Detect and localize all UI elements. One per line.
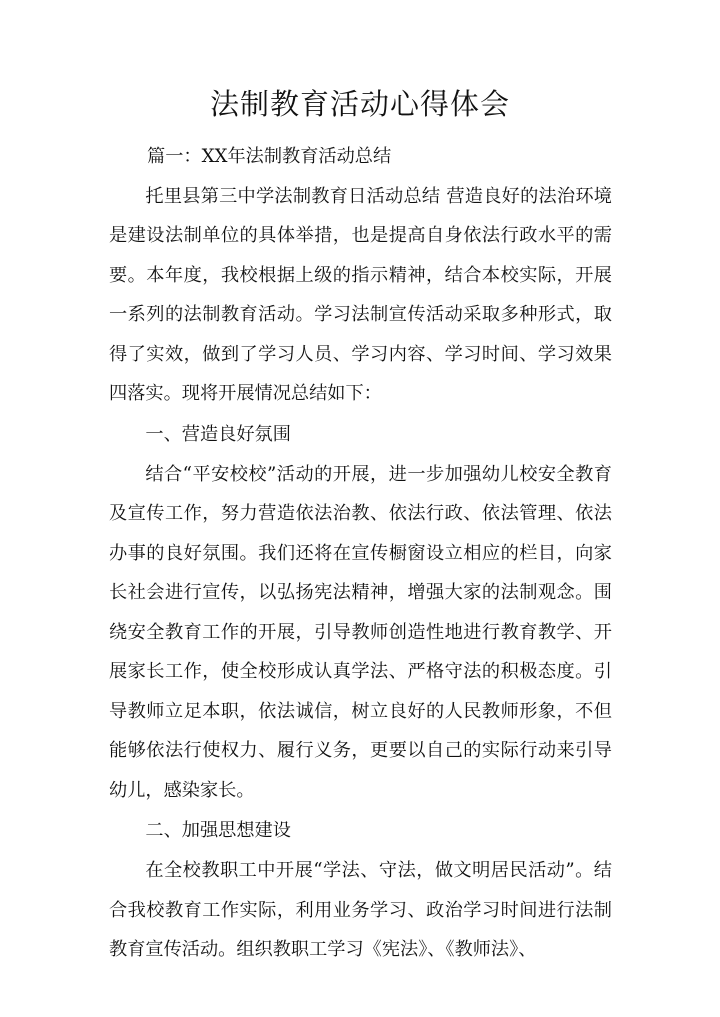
section-heading-1: 一、营造良好氛围 xyxy=(145,423,291,445)
section-label: 篇一：XX年法制教育活动总结 xyxy=(147,146,392,167)
section-heading-2: 二、加强思想建设 xyxy=(145,820,291,841)
paragraph-1: 结合“平安校校”活动的开展，进一步加强幼儿校安全教育及宣传工作，努力营造依法治教、依法行政、依法管理、依法办事的良好氛围。我们还将在宣传橱窗设立相应的栏目，向家长社会进行宣传，以弘扬宪法精神，增强大家的法制观念。围绕安全教育工作的开展，引导教师创造性地进行教育教学、开展家长工作，使全校形成认真学法、严格守法的积极态度。引导教师立足本职，依法诚信，树立良好的人民教师形象，不但能够依法行使权力、履行义务，更要以自己的实际行动来引导幼儿，感染家长。 xyxy=(109,463,612,801)
document-title: 法制教育活动心得体会 xyxy=(209,87,510,121)
intro-paragraph: 托里县第三中学法制教育日活动总结 营造良好的法治环境是建设法制单位的具体举措，也是提高自身依法行政水平的需要。本年度，我校根据上级的指示精神，结合本校实际，开展一系列的法制教育活动。学习法制宣传活动采取多种形式，取得了实效，做到了学习人员、学习内容、学习时间、学习效果四落实。现将开展情况总结如下： xyxy=(109,185,612,404)
document-body xyxy=(109,137,612,970)
paragraph-2: 在全校教职工中开展“学法、守法，做文明居民活动”。结合我校教育工作实际，利用业务学习、政治学习时间进行法制教育宣传活动。组织教职工学习《宪法》、《教师法》、 xyxy=(109,860,612,960)
